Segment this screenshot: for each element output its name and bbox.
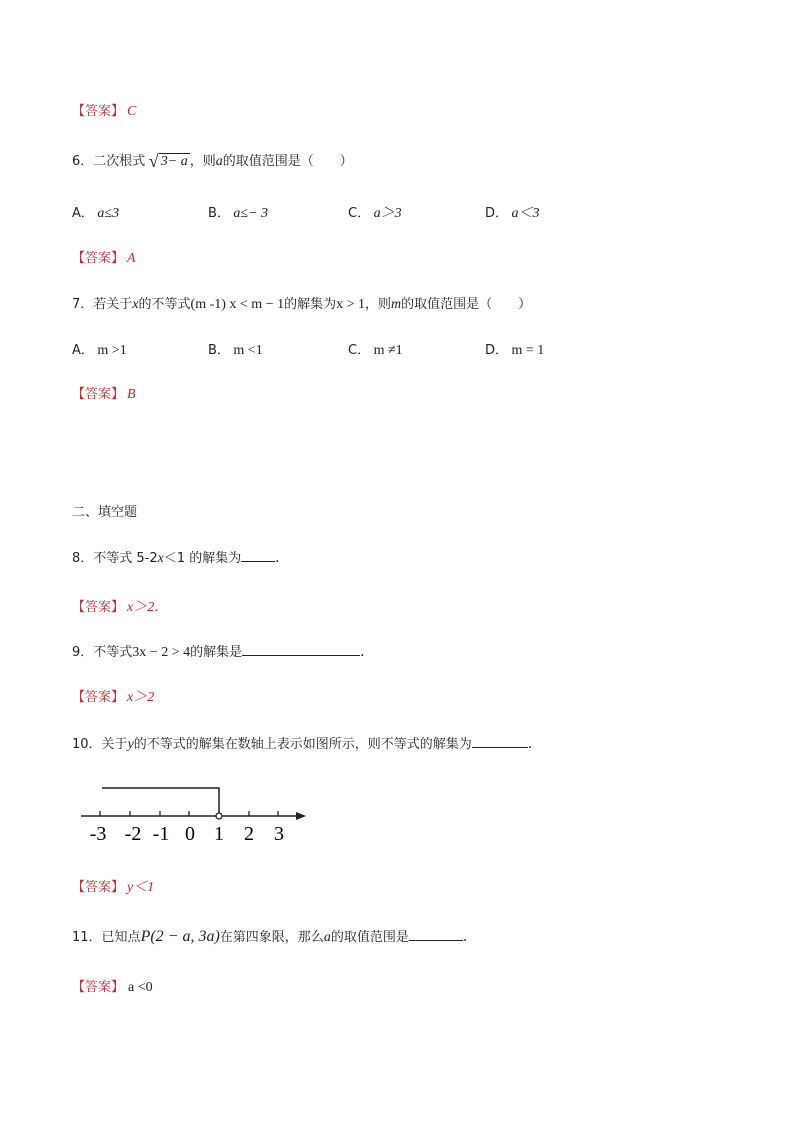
point-expr: P(2 − a, 3a) [140, 928, 220, 945]
question-text: 二次根式 [93, 154, 146, 169]
axis-tick-label: 3 [274, 823, 284, 845]
axis-tick-label: -1 [152, 823, 170, 845]
question-text: ，则 [189, 154, 216, 169]
question-11 [72, 926, 477, 946]
variable: y [127, 737, 134, 752]
option-expr: a＞3 [373, 206, 402, 221]
option-expr: m >1 [97, 343, 127, 358]
axis-tick-label: 1 [214, 823, 224, 845]
variable: a [323, 930, 331, 945]
question-6 [72, 150, 353, 170]
variable: x [132, 297, 139, 312]
question-text: 已知点 [101, 930, 141, 945]
option-letter: A． [72, 343, 94, 358]
answer-value: A [127, 251, 136, 266]
question-text: 在第四象限，那么 [219, 930, 324, 945]
axis-tick-label: 0 [185, 823, 195, 845]
question-number: 7． [72, 297, 94, 312]
option-d [485, 339, 544, 359]
option-d [485, 202, 540, 222]
axis-tick-label: -2 [124, 823, 142, 845]
question-text: ＜1 的解集为 [163, 551, 242, 566]
question-number: 9． [72, 645, 94, 660]
question-number: 11． [72, 930, 102, 945]
option-letter: D． [485, 206, 509, 221]
axis-tick-label: -3 [89, 823, 107, 845]
option-expr: a＜3 [511, 206, 540, 221]
option-a [72, 202, 119, 222]
answer-label: 【答案】 [72, 251, 125, 266]
answer-label: 【答案】 [72, 104, 125, 119]
inequality: 3x − 2 > 4 [132, 645, 191, 660]
question-text: 不等式 [93, 645, 133, 660]
radicand: 3− a [160, 154, 188, 169]
solution-ray [102, 788, 219, 814]
question-text: 的不等式 [138, 297, 191, 312]
answer-label: 【答案】 [72, 880, 125, 895]
option-expr: a≤3 [97, 206, 120, 221]
option-a [72, 339, 127, 359]
question-text: ，则 [365, 297, 392, 312]
option-letter: C． [348, 343, 371, 358]
answer-line-q8 [72, 596, 168, 616]
option-letter: B． [208, 206, 230, 221]
answer-label: 【答案】 [72, 387, 125, 402]
section-title: 二、填空题 [72, 505, 138, 520]
question-text: 的取值范围是 [330, 930, 409, 945]
option-b [208, 339, 263, 359]
variable: a [215, 154, 223, 169]
variable: x [157, 551, 164, 566]
answer-label: 【答案】 [72, 980, 125, 995]
question-end: ． [275, 551, 290, 566]
question-end: ． [462, 930, 477, 945]
question-text: 若关于 [93, 297, 133, 312]
answer-blank[interactable] [409, 928, 463, 941]
answer-value: B [127, 387, 136, 402]
number-line-figure [76, 778, 316, 848]
axis-tick-label: 2 [244, 823, 254, 845]
answer-line-q5 [72, 100, 136, 120]
question-text: 关于 [101, 737, 128, 752]
answer-line-q6 [72, 247, 136, 267]
solution-expr: x > 1 [336, 297, 366, 312]
option-b [208, 202, 268, 222]
answer-line-q9 [72, 686, 154, 706]
question-text: 的解集为 [284, 297, 337, 312]
axis-arrow [296, 812, 306, 820]
answer-blank[interactable] [472, 735, 528, 748]
answer-line-q10 [72, 876, 154, 896]
question-number: 6． [72, 154, 94, 169]
option-expr: m ≠1 [373, 343, 403, 358]
question-text: 的取值范围是（ ） [222, 154, 353, 169]
question-8 [72, 547, 289, 567]
answer-value: x＞2． [127, 600, 169, 615]
option-letter: B． [208, 343, 230, 358]
answer-blank[interactable] [242, 643, 360, 656]
question-text: 的解集是 [190, 645, 243, 660]
answer-blank[interactable] [241, 549, 275, 562]
answer-label: 【答案】 [72, 600, 125, 615]
answer-label: 【答案】 [72, 690, 125, 705]
answer-value: C [127, 104, 137, 119]
question-10 [72, 733, 542, 753]
answer-value: x＞2 [127, 690, 155, 705]
variable: m [391, 297, 402, 312]
question-text: 的取值范围是（ ） [401, 297, 532, 312]
question-end: ． [360, 645, 375, 660]
answer-line-q7 [72, 383, 136, 403]
inequality: (m -1) x < m − 1 [190, 297, 285, 312]
option-expr: m = 1 [511, 343, 545, 358]
answer-value: y＜1 [127, 880, 155, 895]
question-7 [72, 293, 531, 313]
option-expr: m <1 [233, 343, 263, 358]
sqrt-expression: √ 3− a [148, 151, 188, 171]
question-number: 10． [72, 737, 102, 752]
answer-line-q11 [72, 976, 153, 996]
option-letter: A． [72, 206, 94, 221]
option-letter: D． [485, 343, 509, 358]
question-number: 8． [72, 551, 94, 566]
option-c [348, 202, 402, 222]
option-letter: C． [348, 206, 371, 221]
question-text: 的不等式的解集在数轴上表示如图所示，则不等式的解集为 [133, 737, 472, 752]
option-c [348, 339, 403, 359]
question-9 [72, 641, 374, 661]
answer-value: a <0 [128, 980, 153, 995]
question-text: 不等式 5-2 [93, 551, 158, 566]
option-expr: a≤− 3 [233, 206, 269, 221]
question-end: ． [527, 737, 542, 752]
open-endpoint [216, 813, 222, 819]
